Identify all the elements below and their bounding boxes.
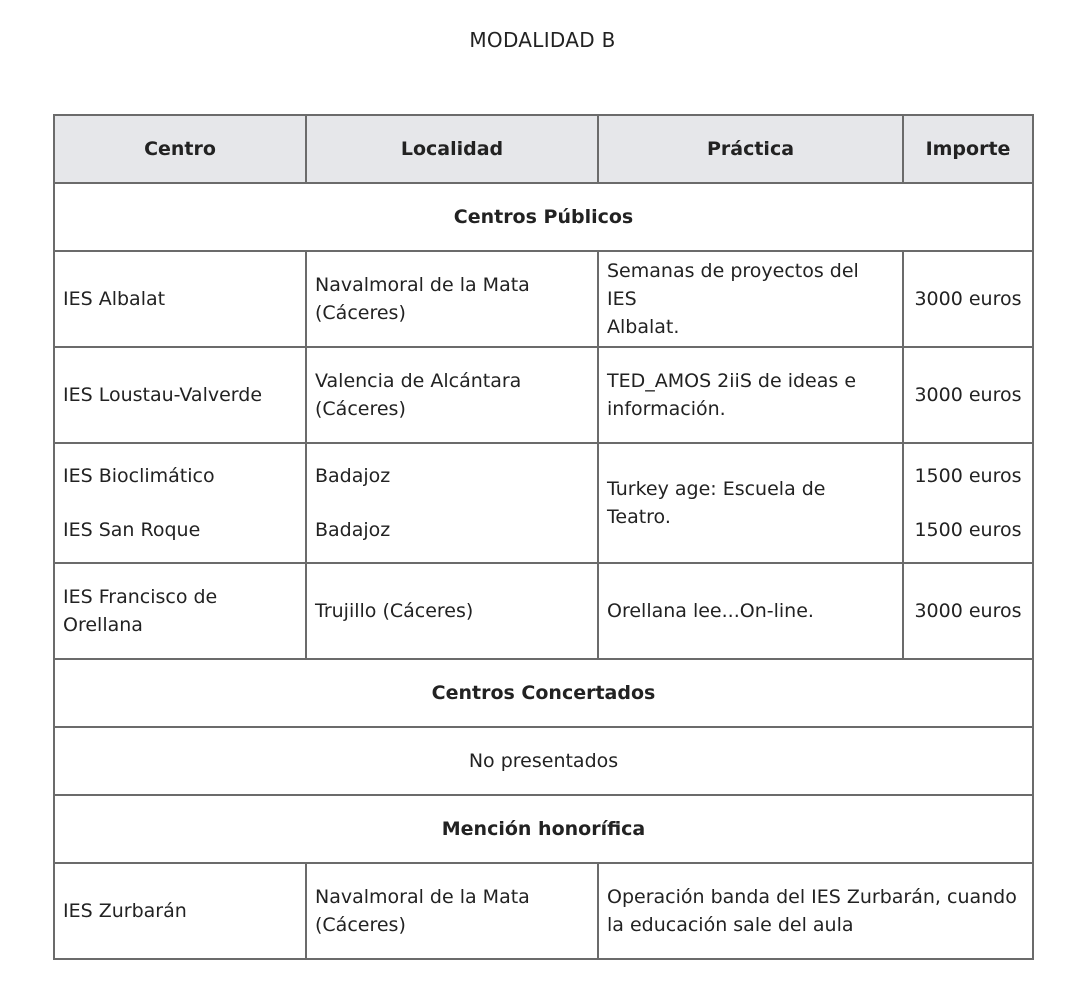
cell-centro: IES Zurbarán (54, 863, 306, 959)
cell-importe: 3000 euros (903, 251, 1033, 347)
section-row-concertados (54, 659, 1033, 727)
cell-line: Teatro. (607, 506, 671, 528)
cell-line: Orellana (63, 614, 143, 636)
cell-line: IES Francisco de (63, 586, 218, 608)
cell-centro (54, 563, 306, 659)
cell-centro: IES Albalat (54, 251, 306, 347)
table-row (54, 443, 1033, 563)
cell-localidad (306, 347, 598, 443)
header-importe: Importe (903, 115, 1033, 183)
cell-line: Albalat. (607, 316, 680, 338)
cell-practica (598, 251, 903, 347)
awards-table (53, 114, 1034, 960)
table-row (54, 347, 1033, 443)
note-row (54, 727, 1033, 795)
section-title-concertados: Centros Concertados (54, 659, 1033, 727)
cell-importe: 3000 euros (903, 563, 1033, 659)
section-title-mencion: Mención honorífica (54, 795, 1033, 863)
section-row-mencion (54, 795, 1033, 863)
cell-practica: Orellana lee...On-line. (598, 563, 903, 659)
cell-localidad (306, 863, 598, 959)
cell-line: (Cáceres) (315, 398, 406, 420)
table-row (54, 251, 1033, 347)
cell-localidad (306, 251, 598, 347)
cell-line: Operación banda del IES Zurbarán, cuando (607, 886, 1017, 908)
header-centro: Centro (54, 115, 306, 183)
section-row-publicos (54, 183, 1033, 251)
cell-line: IES San Roque (63, 519, 201, 541)
header-row (54, 115, 1033, 183)
header-practica: Práctica (598, 115, 903, 183)
cell-importe (903, 443, 1033, 563)
section-title-publicos: Centros Públicos (54, 183, 1033, 251)
cell-localidad: Trujillo (Cáceres) (306, 563, 598, 659)
document-title: MODALIDAD B (469, 28, 616, 52)
cell-localidad (306, 443, 598, 563)
cell-centro: IES Loustau-Valverde (54, 347, 306, 443)
cell-line: TED_AMOS 2iiS de ideas e (607, 370, 857, 392)
cell-line: IES Bioclimático (63, 465, 215, 487)
cell-practica (598, 347, 903, 443)
cell-centro (54, 443, 306, 563)
cell-line: (Cáceres) (315, 302, 406, 324)
cell-line: Badajoz (315, 519, 391, 541)
cell-line: Badajoz (315, 465, 391, 487)
cell-line: 1500 euros (914, 519, 1022, 541)
header-localidad: Localidad (306, 115, 598, 183)
cell-line: Navalmoral de la Mata (315, 886, 530, 908)
cell-line: Navalmoral de la Mata (315, 274, 530, 296)
cell-line: Turkey age: Escuela de (607, 478, 826, 500)
no-presentados-note: No presentados (54, 727, 1033, 795)
cell-line: información. (607, 398, 726, 420)
cell-line: Semanas de proyectos del IES (607, 260, 859, 310)
cell-line: 1500 euros (914, 465, 1022, 487)
cell-line: (Cáceres) (315, 914, 406, 936)
cell-importe: 3000 euros (903, 347, 1033, 443)
cell-practica (598, 863, 1033, 959)
cell-practica (598, 443, 903, 563)
table-row (54, 563, 1033, 659)
cell-line: Valencia de Alcántara (315, 370, 522, 392)
table-row (54, 863, 1033, 959)
cell-line: la educación sale del aula (607, 914, 854, 936)
